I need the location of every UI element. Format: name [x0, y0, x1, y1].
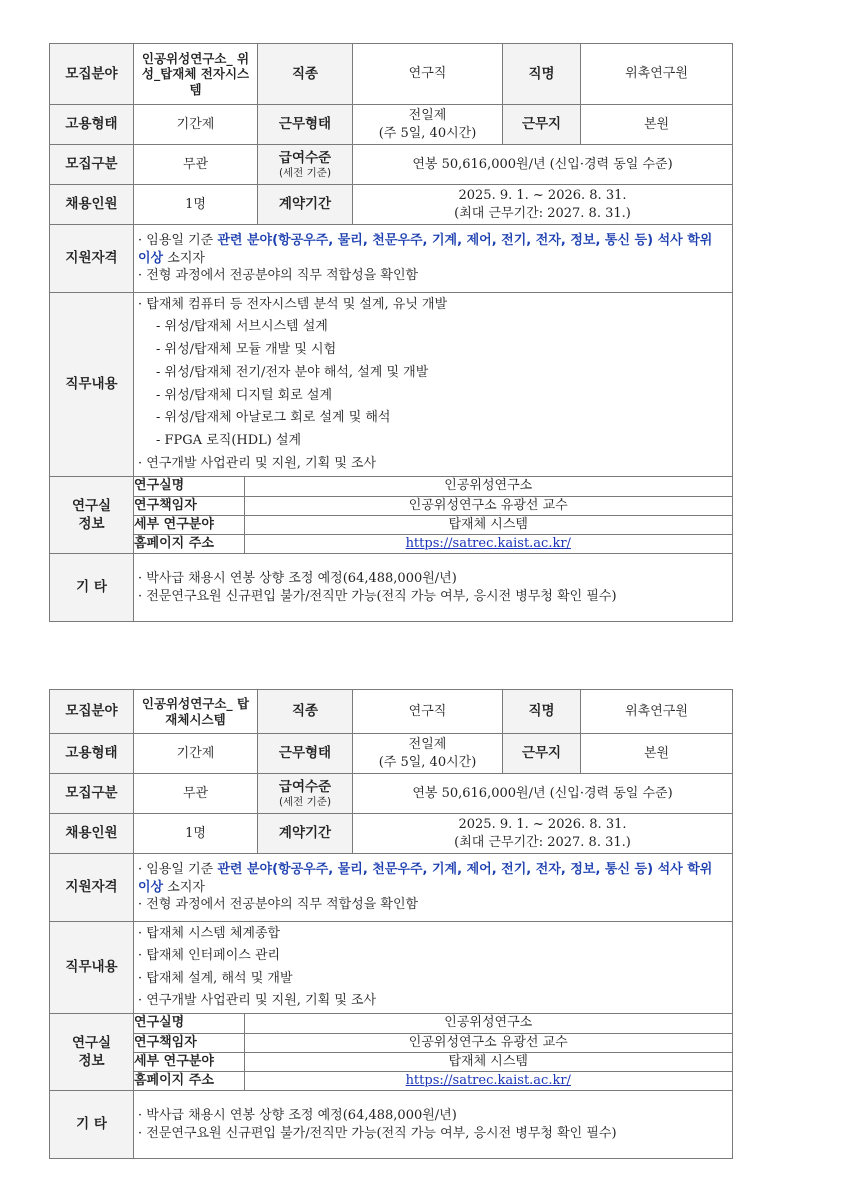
etc-value — [134, 1091, 733, 1159]
lab-info-label-2: 정보 — [78, 516, 105, 532]
lab-info-value — [134, 1014, 733, 1091]
field-value: 인공위성연구소_ 탑재체시스템 — [134, 690, 258, 734]
lab-homepage-link[interactable]: https://satrec.kaist.ac.kr/ — [405, 1072, 571, 1088]
employment-value: 기간제 — [134, 734, 258, 774]
lab-name-key: 연구실명 — [134, 478, 185, 494]
qualification-line-1 — [138, 861, 728, 896]
work-form-line-1: 전일제 — [408, 107, 447, 123]
qual-pre: · 임용일 기준 — [138, 233, 218, 249]
lab-area-value: 탑재체 시스템 — [244, 515, 732, 534]
salary-value: 연봉 50,616,000원/년 (신입·경력 동일 수준) — [353, 774, 733, 814]
lab-home-key: 홈페이지 주소 — [134, 1071, 244, 1090]
qual-post: 소지자 — [163, 250, 205, 266]
contract-label: 계약기간 — [258, 814, 353, 854]
lab-name-value: 인공위성연구소 — [244, 1014, 732, 1033]
duty-item: · 탑재체 설계, 해석 및 개발 — [138, 970, 293, 986]
job-title-value: 위촉연구원 — [581, 44, 733, 105]
qualification-line-2: · 전형 과정에서 전공분야의 직무 적합성을 확인함 — [138, 897, 419, 913]
workplace-label: 근무지 — [503, 105, 581, 145]
duty-item: · 탑재체 컴퓨터 등 전자시스템 분석 및 설계, 유닛 개발 — [138, 296, 448, 312]
qualification-value — [134, 225, 733, 293]
salary-note: (세전 기준) — [278, 167, 332, 180]
lab-info-label — [50, 477, 134, 554]
lab-name-value: 인공위성연구소 — [244, 477, 732, 496]
etc-line-2: · 전문연구요원 신규편입 불가/전직만 가능(전직 가능 여부, 응시전 병무청 확인 필수) — [138, 1125, 617, 1141]
qual-highlight: 관련 분야(항공우주, 물리, 천문우주, 기계, 제어, 전기, 전자, 정보, 통신 등) 석사 학위 이상 — [138, 233, 713, 266]
salary-label — [258, 145, 353, 185]
category-value: 무관 — [134, 145, 258, 185]
duty-item: - 위성/탑재체 전기/전자 분야 해석, 설계 및 개발 — [156, 364, 429, 380]
contract-line-2: (최대 근무기간: 2027. 8. 31.) — [454, 834, 631, 850]
posting-table-2 — [49, 689, 733, 1159]
lab-info-label-2: 정보 — [78, 1053, 105, 1069]
job-type-label: 직종 — [258, 44, 353, 105]
etc-value — [134, 554, 733, 622]
job-title-label: 직명 — [503, 44, 581, 105]
etc-line-1: · 박사급 채용시 연봉 상향 조정 예정(64,488,000원/년) — [138, 1107, 457, 1123]
etc-label: 기 타 — [50, 1091, 134, 1159]
field-label: 모집분야 — [50, 690, 134, 734]
headcount-label: 채용인원 — [50, 814, 134, 854]
workplace-label: 근무지 — [503, 734, 581, 774]
duties-label: 직무내용 — [50, 293, 134, 477]
duties-value — [134, 922, 733, 1014]
job-type-label: 직종 — [258, 690, 353, 734]
headcount-label: 채용인원 — [50, 185, 134, 225]
duty-item: - FPGA 로직(HDL) 설계 — [156, 433, 302, 448]
lab-info-table — [134, 1014, 732, 1090]
lab-pi-key: 연구책임자 — [134, 496, 244, 515]
lab-name-key: 연구실명 — [134, 1015, 185, 1031]
qual-pre: · 임용일 기준 — [138, 862, 218, 878]
work-form-label: 근무형태 — [258, 734, 353, 774]
salary-note: (세전 기준) — [278, 796, 332, 809]
duty-item: - 위성/탑재체 서브시스템 설계 — [156, 319, 328, 335]
contract-value — [353, 814, 733, 854]
salary-value: 연봉 50,616,000원/년 (신입·경력 동일 수준) — [353, 145, 733, 185]
job-title-label: 직명 — [503, 690, 581, 734]
work-form-value — [353, 105, 503, 145]
duties-value — [134, 293, 733, 477]
contract-line-1: 2025. 9. 1. ~ 2026. 8. 31. — [458, 187, 627, 203]
category-label: 모집구분 — [50, 774, 134, 814]
qual-highlight: 관련 분야(항공우주, 물리, 천문우주, 기계, 제어, 전기, 전자, 정보, 통신 등) 석사 학위 이상 — [138, 862, 713, 895]
employment-value: 기간제 — [134, 105, 258, 145]
qualification-line-1 — [138, 232, 728, 267]
lab-home-cell — [244, 534, 732, 553]
workplace-value: 본원 — [581, 105, 733, 145]
lab-info-label — [50, 1014, 134, 1091]
qualification-label: 지원자격 — [50, 225, 134, 293]
lab-info-table — [134, 477, 732, 553]
duties-label: 직무내용 — [50, 922, 134, 1014]
employment-label: 고용형태 — [50, 734, 134, 774]
contract-line-1: 2025. 9. 1. ~ 2026. 8. 31. — [458, 816, 627, 832]
etc-line-2: · 전문연구요원 신규편입 불가/전직만 가능(전직 가능 여부, 응시전 병무청 확인 필수) — [138, 588, 617, 604]
work-form-value — [353, 734, 503, 774]
lab-home-cell — [244, 1071, 732, 1090]
salary-label-text: 급여수준 — [278, 150, 332, 167]
salary-label — [258, 774, 353, 814]
work-form-label: 근무형태 — [258, 105, 353, 145]
headcount-value: 1명 — [134, 185, 258, 225]
field-value: 인공위성연구소_ 위성_탑재체 전자시스템 — [134, 44, 258, 105]
duty-item: · 연구개발 사업관리 및 지원, 기획 및 조사 — [138, 455, 377, 471]
lab-info-value — [134, 477, 733, 554]
field-label: 모집분야 — [50, 44, 134, 105]
category-value: 무관 — [134, 774, 258, 814]
duty-item: · 연구개발 사업관리 및 지원, 기획 및 조사 — [138, 992, 377, 1008]
job-type-value: 연구직 — [353, 44, 503, 105]
duty-item: - 위성/탑재체 아날로그 회로 설계 및 해석 — [156, 410, 391, 426]
salary-label-text: 급여수준 — [278, 779, 332, 796]
lab-area-key: 세부 연구분야 — [134, 1052, 244, 1071]
work-form-line-2: (주 5일, 40시간) — [378, 754, 477, 770]
duty-item: - 위성/탑재체 모듈 개발 및 시험 — [156, 342, 337, 357]
etc-label: 기 타 — [50, 554, 134, 622]
lab-pi-value: 인공위성연구소 유광선 교수 — [244, 1033, 732, 1052]
etc-line-1: · 박사급 채용시 연봉 상향 조정 예정(64,488,000원/년) — [138, 570, 457, 586]
headcount-value: 1명 — [134, 814, 258, 854]
lab-home-key: 홈페이지 주소 — [134, 534, 244, 553]
lab-info-label-1: 연구실 — [71, 1034, 112, 1051]
work-form-line-2: (주 5일, 40시간) — [378, 125, 477, 141]
lab-homepage-link[interactable]: https://satrec.kaist.ac.kr/ — [405, 535, 571, 551]
employment-label: 고용형태 — [50, 105, 134, 145]
duty-item: · 탑재체 시스템 체계종합 — [138, 925, 281, 941]
qualification-line-2: · 전형 과정에서 전공분야의 직무 적합성을 확인함 — [138, 268, 419, 284]
posting-table-1 — [49, 43, 733, 622]
duty-item: · 탑재체 인터페이스 관리 — [138, 948, 281, 964]
contract-line-2: (최대 근무기간: 2027. 8. 31.) — [454, 205, 631, 221]
qualification-value — [134, 854, 733, 922]
qualification-label: 지원자격 — [50, 854, 134, 922]
lab-pi-value: 인공위성연구소 유광선 교수 — [244, 496, 732, 515]
lab-pi-key: 연구책임자 — [134, 1033, 244, 1052]
category-label: 모집구분 — [50, 145, 134, 185]
lab-area-key: 세부 연구분야 — [134, 515, 244, 534]
work-form-line-1: 전일제 — [408, 736, 447, 752]
workplace-value: 본원 — [581, 734, 733, 774]
qual-post: 소지자 — [163, 879, 205, 895]
contract-label: 계약기간 — [258, 185, 353, 225]
lab-area-value: 탑재체 시스템 — [244, 1052, 732, 1071]
job-type-value: 연구직 — [353, 690, 503, 734]
job-title-value: 위촉연구원 — [581, 690, 733, 734]
contract-value — [353, 185, 733, 225]
lab-info-label-1: 연구실 — [71, 497, 112, 514]
duty-item: - 위성/탑재체 디지털 회로 설계 — [156, 387, 332, 403]
